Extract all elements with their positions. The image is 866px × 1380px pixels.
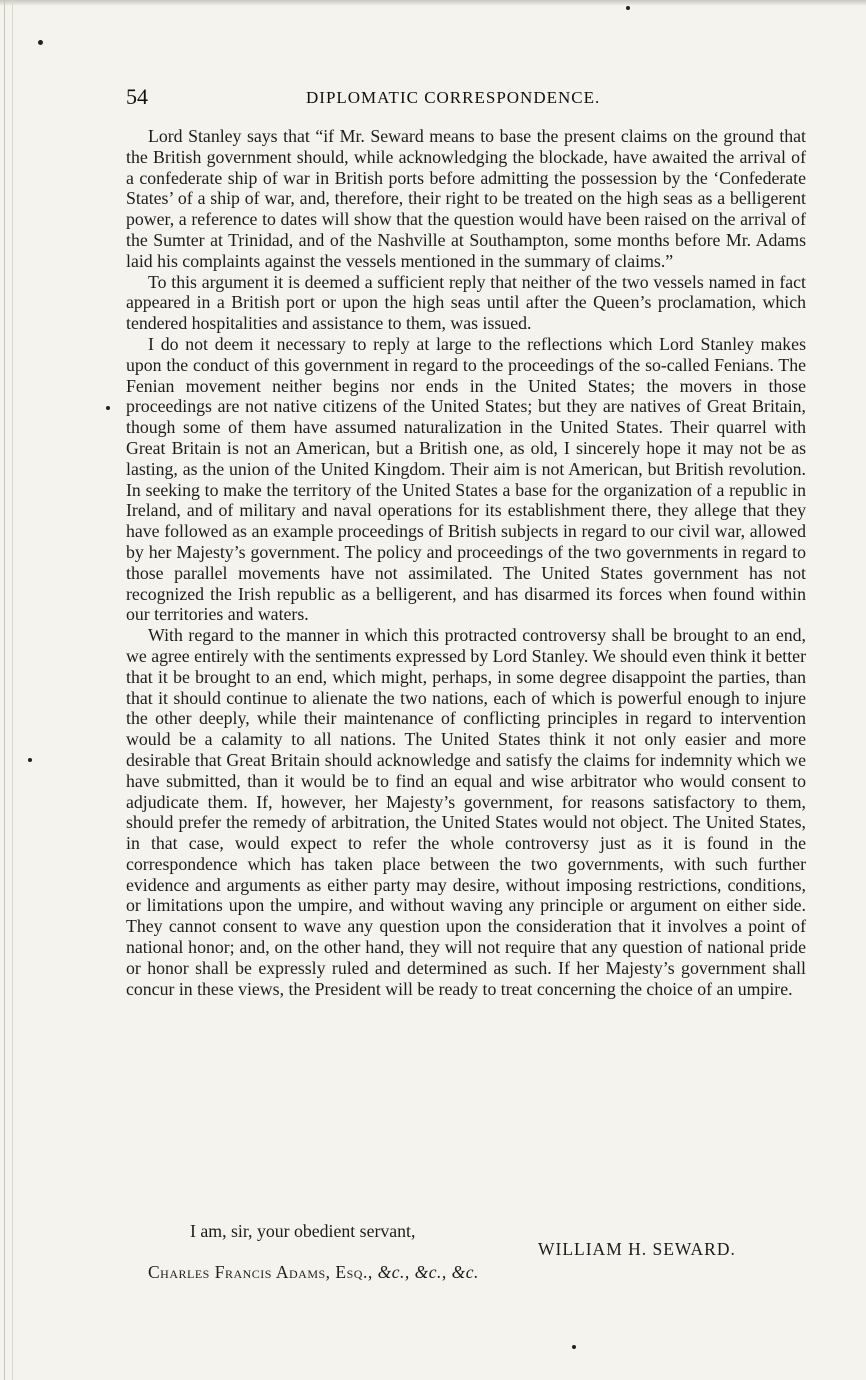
addressee-etc: &c., &c., &c. <box>377 1262 479 1282</box>
signature: WILLIAM H. SEWARD. <box>538 1239 736 1259</box>
running-head: DIPLOMATIC CORRESPONDENCE. <box>306 88 601 107</box>
paragraph: To this argument it is deemed a sufficient reply that neither of the two vessels named in fact appeared in a British port or upon the high seas until after the Queen’s proclamation, which tendered hospitalities and assistance to them, was issued. <box>126 271 806 334</box>
binding-edge-line <box>4 0 5 1380</box>
page-top-edge <box>0 0 866 6</box>
paragraph: Lord Stanley says that “if Mr. Seward means to base the present claims on the ground that the British government should, while acknowledging the blockade, have awaited the arrival of a confederate ship of war in British ports before admitting the possession by the ‘Confederate States’ of a ship of war, and, therefore, their right to be treated on the high seas as a belligerent power, a reference to dates will show that the question would have been raised on the arrival of the Sumter at Trinidad, and of the Nashville at Southampton, some months before Mr. Adams laid his complaints against the vessels mentioned in the summary of claims.” <box>126 126 806 271</box>
addressee <box>148 1260 479 1284</box>
ink-speck <box>626 6 630 10</box>
letter-body <box>126 126 806 999</box>
ink-speck <box>106 406 110 410</box>
closing-line: I am, sir, your obedient servant, <box>190 1221 416 1241</box>
paragraph: I do not deem it necessary to reply at large to the reflections which Lord Stanley makes upon the conduct of this government in regard to the proceedings of the so-called Fenians. The Fenian movement neither begins nor ends in the United States; the movers in those proceedings are not native citizens of the United States; but they are natives of Great Britain, though some of them have assumed naturalization in the United States. Their quarrel with Great Britain is not an American, but a British one, as old, I sincerely hope it may not be as lasting, as the union of the United Kingdom. Their aim is not American, but British revolution. In seeking to make the territory of the United States a base for the organization of a republic in Ireland, and of military and naval operations for its establishment there, they allege that they have followed as an example proceedings of British subjects in regard to our civil war, allowed by her Majesty’s government. The policy and proceedings of the two governments in regard to those parallel movements have not assimilated. The United States government has not recognized the Irish republic as a belligerent, and has disarmed its forces when found within our territories and waters. <box>126 333 806 625</box>
page-header <box>126 84 806 110</box>
ink-speck <box>572 1345 576 1349</box>
binding-edge-line <box>12 0 13 1380</box>
page-number: 54 <box>126 84 148 109</box>
ink-speck <box>28 758 32 762</box>
paragraph: With regard to the manner in which this protracted controversy shall be brought to an end, we agree entirely with the sentiments expressed by Lord Stanley. We should even think it better that it be brought to an end, which might, perhaps, in some degree disappoint the parties, than that it should continue to alienate the two nations, each of which is powerful enough to injure the other deeply, while their maintenance of conflicting principles in regard to intervention would be a calamity to all nations. The United States think it not only easier and more desirable that Great Britain should acknowledge and satisfy the claims for indemnity which we have submitted, than it would be to find an equal and wise arbitrator who would consent to adjudicate them. If, however, her Majesty’s government, for reasons satisfactory to them, should prefer the remedy of arbitration, the United States would not object. The United States, in that case, would expect to refer the whole controversy just as it is found in the correspondence which has taken place between the two governments, with such further evidence and arguments as either party may desire, without imposing restrictions, conditions, or limitations upon the umpire, and without waving any principle or argument on either side. They cannot consent to wave any question upon the consideration that it involves a point of national honor; and, on the other hand, they will not require that any question of national pride or honor shall be expressly ruled and determined as such. If her Majesty’s government shall concur in these views, the President will be ready to treat concerning the choice of an umpire. <box>126 625 806 999</box>
ink-speck <box>38 40 43 45</box>
addressee-name: Charles Francis Adams, Esq., <box>148 1262 373 1282</box>
